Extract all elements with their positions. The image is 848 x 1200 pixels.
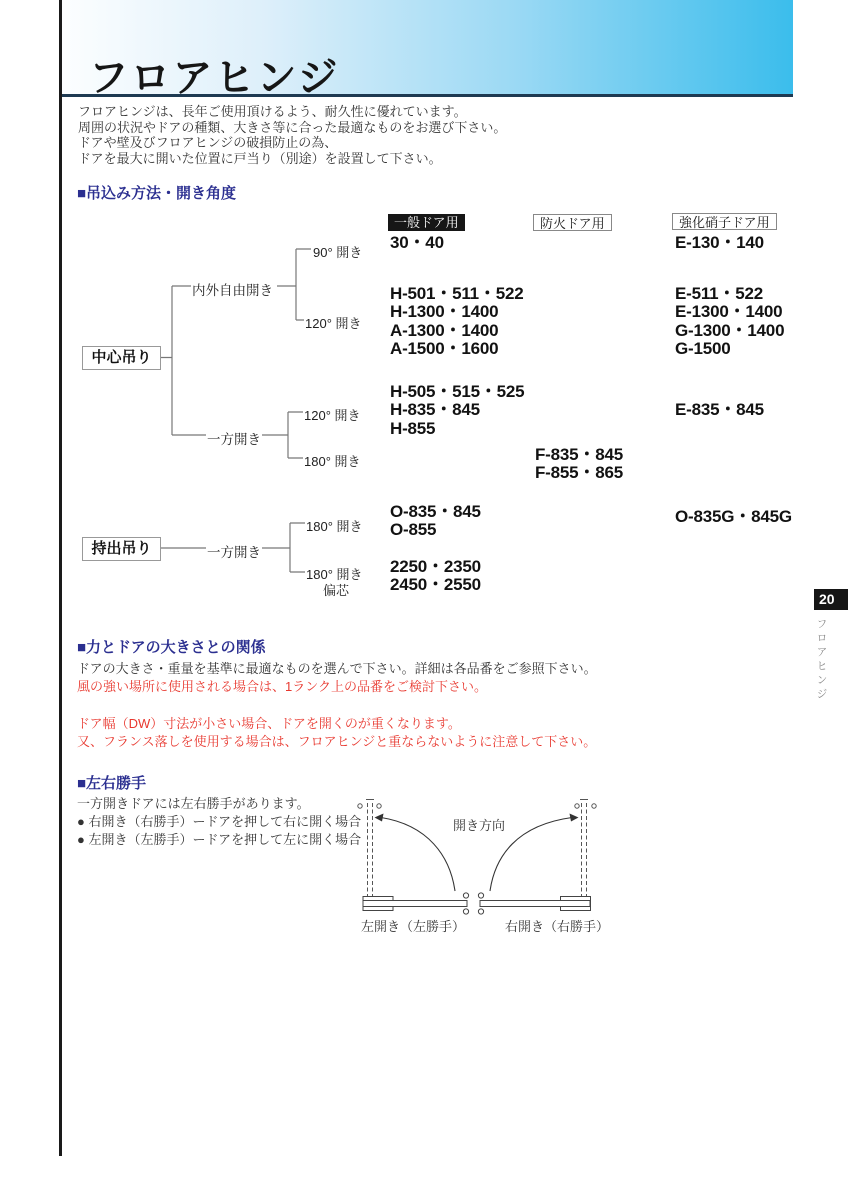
product-line: 30・40 [390,233,444,252]
angle-180-eccentric-line1: 180° 開き [306,567,363,582]
angle-180-offset: 180° 開き [306,519,363,534]
angle-120-one: 120° 開き [304,408,361,423]
product-line: E-1300・1400 [675,302,783,322]
intro-line: 周囲の状況やドアの種類、大きさ等に合った最適なものをお選び下さい。 [78,119,507,135]
products-general-90 [390,234,444,252]
section-heading-handedness: ■左右勝手 [77,775,147,792]
pivot-dot-icon [377,804,381,808]
power-line: ドアの大きさ・重量を基準に最適なものを選んで下さい。詳細は各品番をご参照下さい。 [77,661,597,676]
pivot-dot-icon [592,804,596,808]
product-line: H-505・515・525 [390,382,525,401]
right-pivot-pin [478,893,483,898]
pivot-dot-icon [575,804,579,808]
product-line: O-855 [390,520,437,540]
left-pivot-pin [463,893,468,898]
intro-line: フロアヒンジは、長年ご使用頂けるよう、耐久性に優れています。 [78,104,467,119]
angle-90: 90° 開き [313,245,363,260]
right-arrowhead-icon [570,814,579,822]
branch-one-way-1: 一方開き [207,432,261,447]
pivot-dot-icon [358,804,362,808]
left-door-leaf [363,901,467,907]
angle-120-free: 120° 開き [305,316,362,331]
product-line: E-511・522 [675,284,763,303]
diagram-direction-label: 開き方向 [453,818,506,833]
products-glass-120-free [675,285,784,359]
side-tab-label: フロアヒンジ [815,618,827,702]
products-glass-90 [675,234,764,252]
products-general-120-free [390,285,524,359]
product-line: E-130・140 [675,233,764,252]
products-glass-180-offset [675,508,792,526]
left-swing-arc [381,818,455,892]
left-pivot-pin [463,909,468,914]
column-header-glass-door: 強化硝子ドア用 [672,213,777,230]
product-line: F-855・865 [535,463,623,483]
product-line: O-835G・845G [675,507,792,526]
handedness-bullet-left: ● 左開き（左勝手）ードアを押して左に開く場合 [77,832,362,847]
products-general-180-offset [390,503,481,540]
product-line: 2250・2350 [390,557,481,576]
section-heading-hanging: ■吊込み方法・開き角度 [77,185,237,202]
column-header-general-door: 一般ドア用 [388,214,465,231]
angle-180-eccentric [306,564,363,599]
branch-one-way-2: 一方開き [207,545,261,560]
diagram-right-label: 右開き（右勝手） [505,919,610,934]
product-line: F-835・845 [535,445,623,464]
handedness-line: 一方開きドアには左右勝手があります。 [77,796,310,811]
product-line: H-835・845 [390,400,480,420]
product-line: E-835・845 [675,400,764,419]
power-warning-width: ドア幅（DW）寸法が小さい場合、ドアを開くのが重くなります。 [77,716,461,731]
node-offset-hung: 持出吊り [82,537,161,561]
column-header-fire-door: 防火ドア用 [533,214,612,231]
left-arrowhead-icon [375,814,384,822]
branch-free-swing: 内外自由開き [192,283,273,298]
products-general-120-one [390,383,524,438]
power-warning-wind: 風の強い場所に使用される場合は、1ランク上の品番をご検討下さい。 [77,679,487,694]
right-door-leaf [480,901,590,907]
product-line: H-855 [390,418,436,438]
angle-180-one: 180° 開き [304,454,361,469]
product-line: G-1500 [675,339,731,359]
power-warning-bolt: 又、フランス落しを使用する場合は、フロアヒンジと重ならないように注意して下さい。 [77,734,597,749]
intro-line: ドアや壁及びフロアヒンジの破損防止の為、 [78,135,338,151]
product-line: G-1300・1400 [675,320,785,340]
door-swing-diagram [340,793,610,923]
product-line: O-835・845 [390,502,481,521]
diagram-left-label: 左開き（左勝手） [361,919,466,934]
section-heading-power: ■力とドアの大きさとの関係 [77,639,266,656]
product-line: 2450・2550 [390,575,481,595]
products-glass-120-one [675,401,764,419]
product-line: H-1300・1400 [390,302,499,322]
product-line: H-501・511・522 [390,284,524,303]
intro-line: ドアを最大に開いた位置に戸当り（別途）を設置して下さい。 [78,151,442,167]
products-fire-180 [535,446,623,483]
page-title: フロアヒンジ [88,56,340,100]
angle-eccentric-label: 偏芯 [323,583,350,598]
product-line: A-1500・1600 [390,339,499,359]
products-general-180-eccentric [390,558,481,595]
handedness-bullet-right: ● 右開き（右勝手）ードアを押して右に開く場合 [77,814,362,829]
product-line: A-1300・1400 [390,320,499,340]
right-pivot-pin [478,909,483,914]
node-center-hung: 中心吊り [82,346,161,370]
page-number-tab: 20 [814,589,848,610]
